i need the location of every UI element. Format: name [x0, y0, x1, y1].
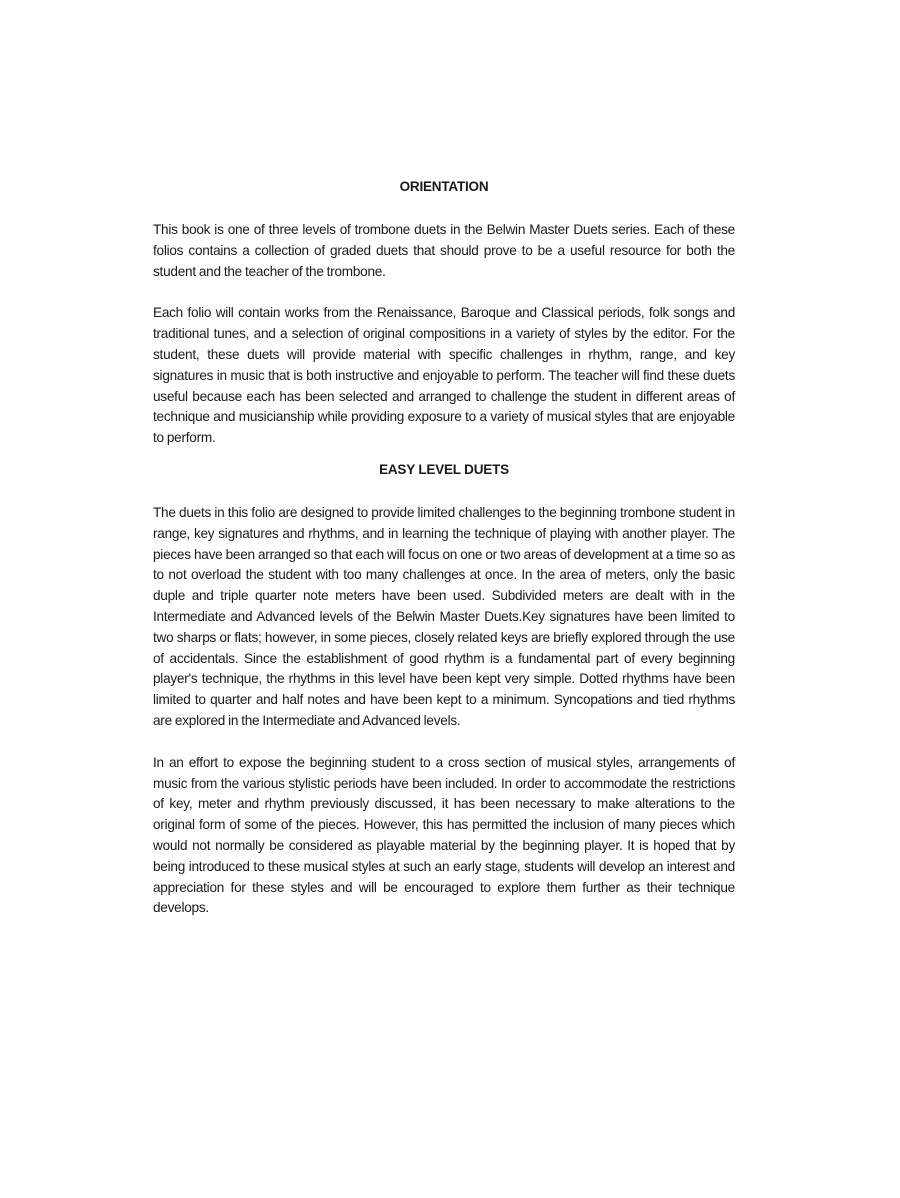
easy-level-paragraph-2: In an effort to expose the beginning student to a cross section of musical styles, arrangements of music from the various stylistic periods have been included. In order to accommodate the restrictions of key, meter and rhythm previously discussed, it has been necessary to make alterations to the original form of some of the pieces. However, this has permitted the inclusion of many pieces which would not normally be considered as playable material by the beginning player. It is hoped that by being introduced to these musical styles at such an early stage, students will develop an interest and appreciation for these styles and will be encouraged to explore them further as their technique develops. [153, 754, 735, 916]
section-heading-orientation: ORIENTATION [399, 179, 489, 194]
easy-level-paragraph-1: The duets in this folio are designed to provide limited challenges to the beginning trombone student in range, key signatures and rhythms, and in learning the technique of playing with another player. The pieces have been arranged so that each will focus on one or two areas of development at a time so as to not overload the student with too many challenges at once. In the area of meters, only the basic duple and triple quarter note meters have been used. Subdivided meters are dealt with in the Intermediate and Advanced levels of the Belwin Master Duets.Key signatures have been limited to two sharps or flats; however, in some pieces, closely related keys are briefly explored through the use of accidentals. Since the establishment of good rhythm is a fundamental part of every beginning player's technique, the rhythms in this level have been kept very simple. Dotted rhythms have been limited to quarter and half notes and have been kept to a minimum. Syncopations and tied rhythms are explored in the Intermediate and Advanced levels. [153, 504, 735, 728]
page-content [153, 176, 735, 919]
section-heading-easy-level-duets: EASY LEVEL DUETS [379, 461, 509, 477]
orientation-paragraph-1: This book is one of three levels of trombone duets in the Belwin Master Duets series. Each of these folios contains a collection of graded duets that should prove to be a useful resource for both the student and the teacher of the trombone. [153, 222, 735, 279]
orientation-paragraph-2: Each folio will contain works from the Renaissance, Baroque and Classical periods, folk songs and traditional tunes, and a selection of original compositions in a variety of styles by the editor. For the student, these duets will provide material with specific challenges in rhythm, range, and key signatures in music that is both instructive and enjoyable to perform. The teacher will find these duets useful because each has been selected and arranged to challenge the student in different areas of technique and musicianship while providing exposure to a variety of musical styles that are enjoyable to perform. [153, 305, 735, 446]
